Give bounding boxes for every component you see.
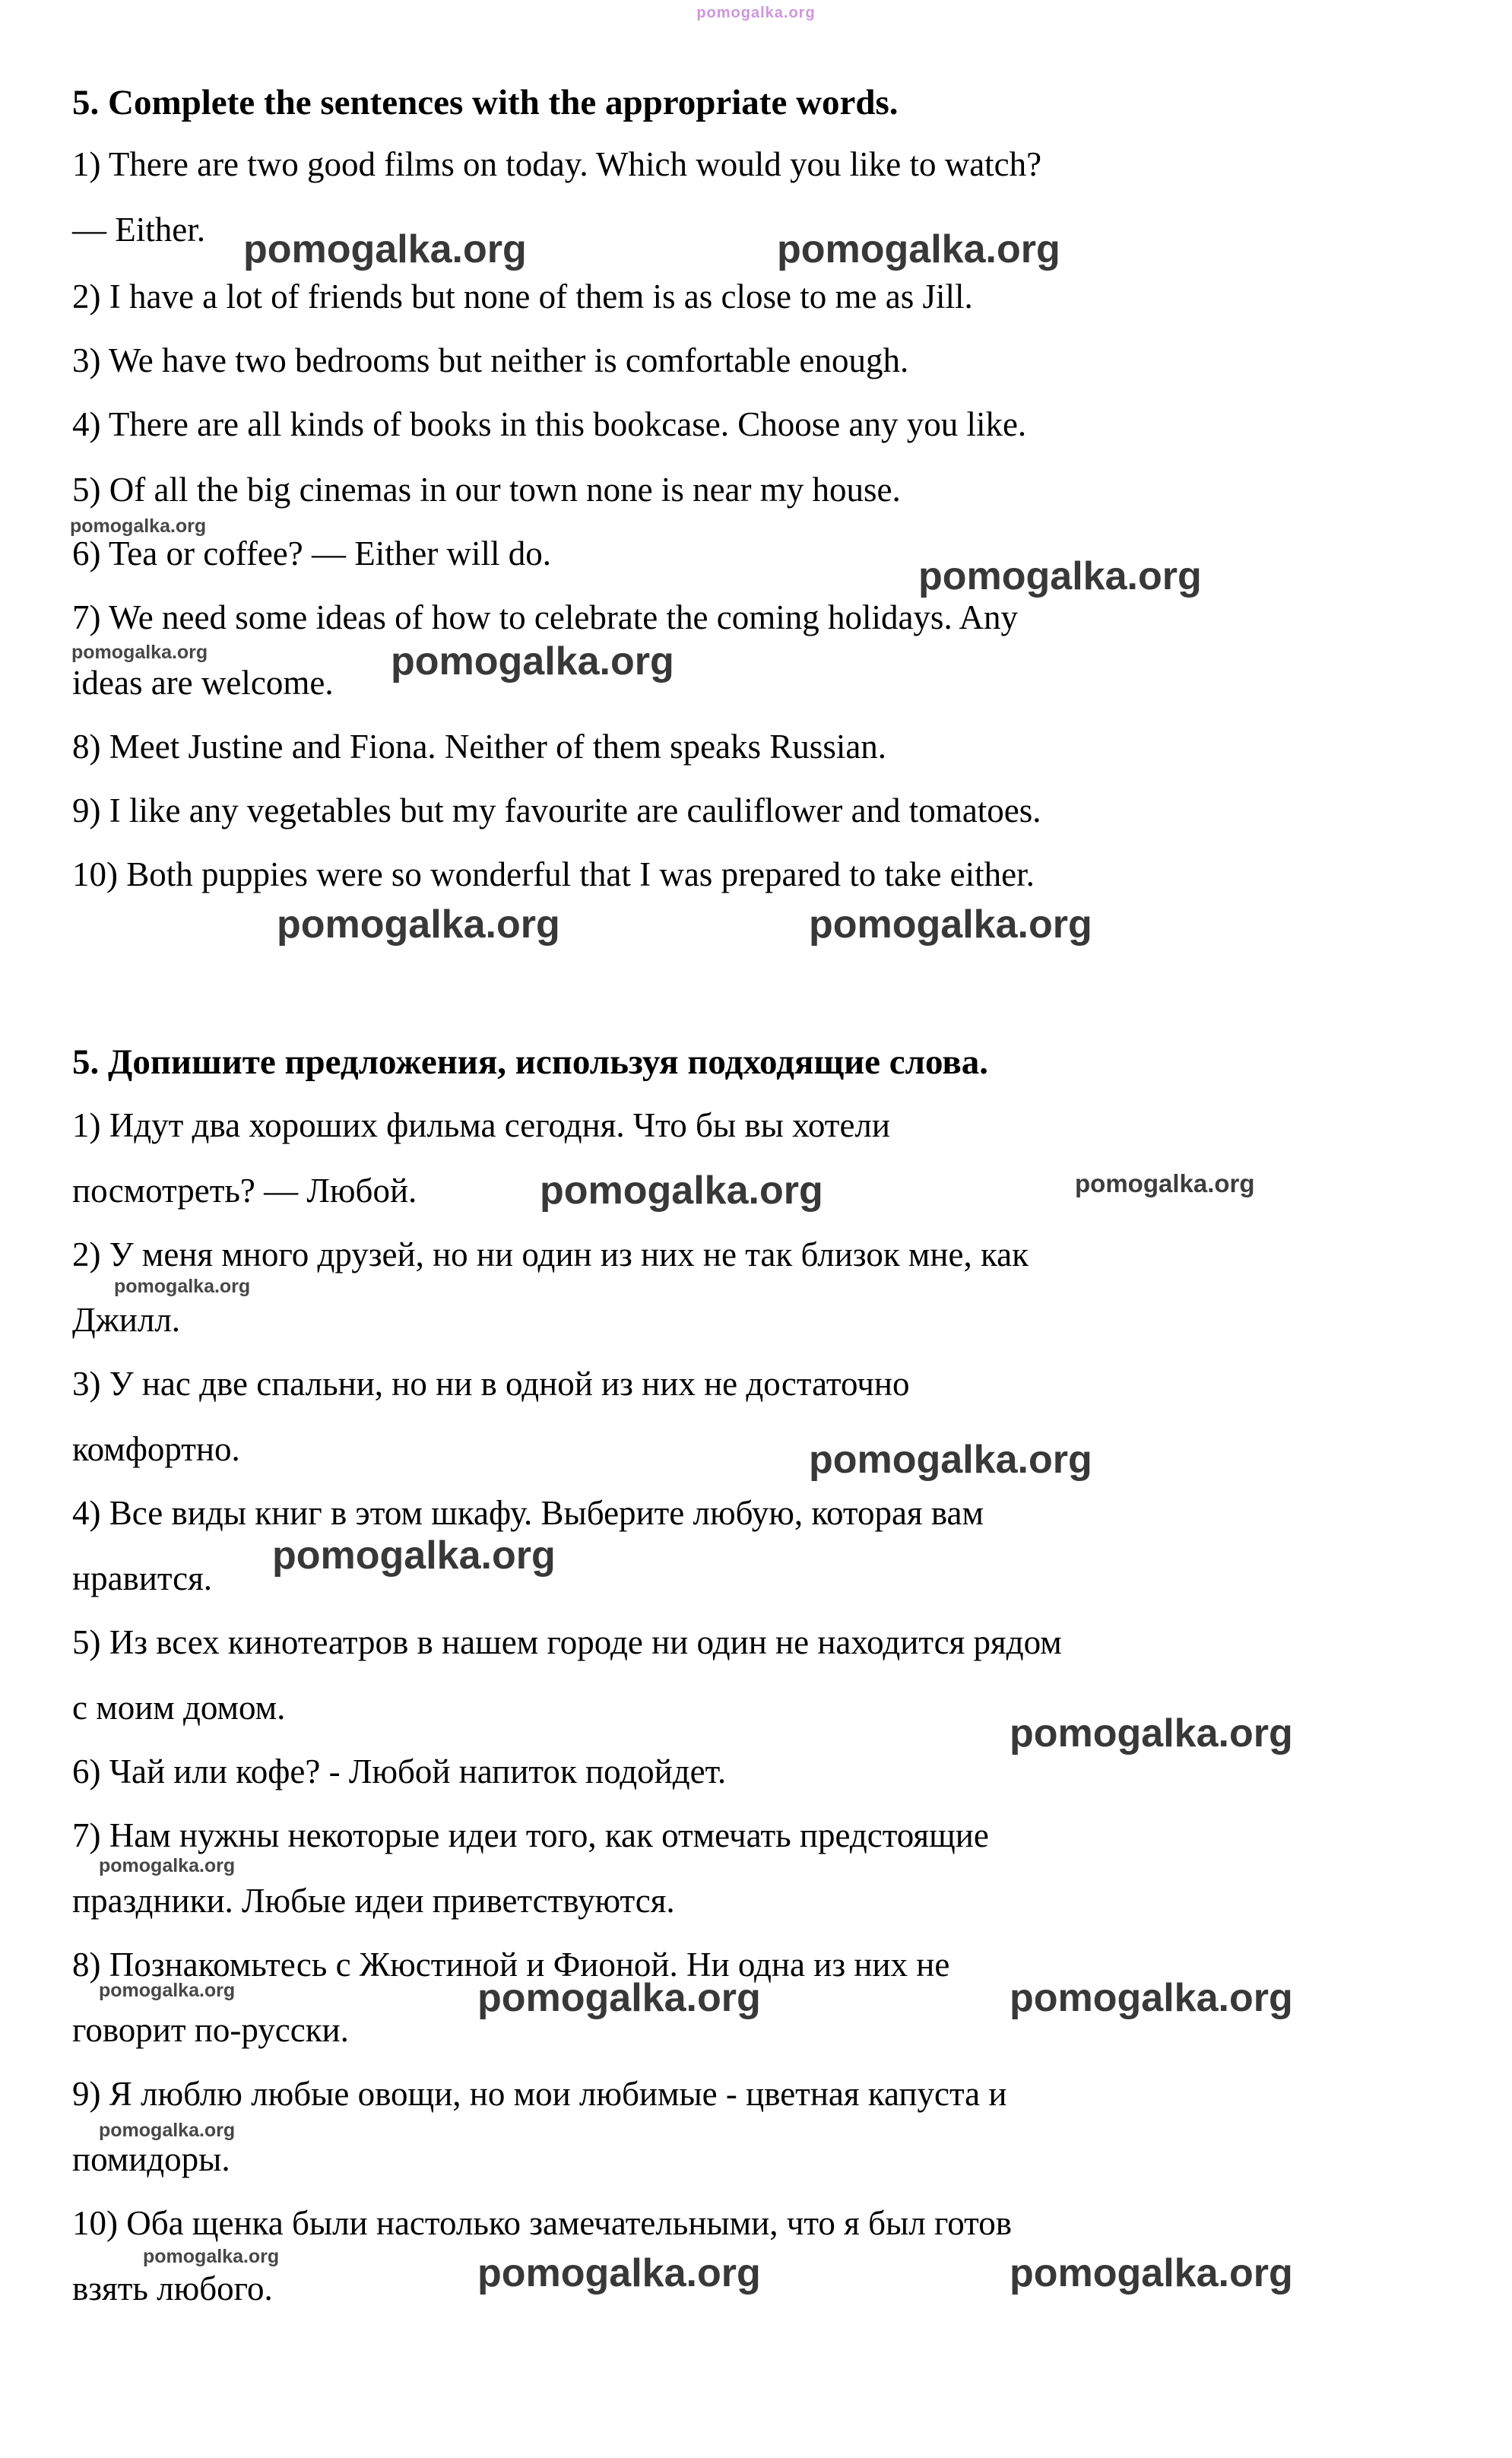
en-line-7b: ideas are welcome. [72,664,334,702]
en-line-6: 6) Tea or coffee? — Either will do. [72,534,551,572]
ru-line-4a: 4) Все виды книг в этом шкафу. Выберите любую, которая вам [72,1494,984,1532]
ru-line-10a: 10) Оба щенка были настолько замечательными, что я был готов [72,2204,1013,2242]
ru-line-5b: с моим домом. [72,1689,286,1727]
watermark: pomogalka.org [809,902,1092,947]
watermark: pomogalka.org [1010,1976,1293,2020]
en-line-4: 4) There are all kinds of books in this bookcase. Choose any you like. [72,405,1027,443]
ru-line-4b: нравится. [72,1559,213,1597]
ru-line-1a: 1) Идут два хороших фильма сегодня. Что бы вы хотели [72,1106,890,1144]
en-line-10: 10) Both puppies were so wonderful that I was prepared to take either. [72,855,1035,893]
watermark: pomogalka.org [777,227,1060,271]
ru-line-6: 6) Чай или кофе? - Любой напиток подойдет. [72,1752,727,1790]
ru-line-7a: 7) Нам нужны некоторые идеи того, как отмечать предстоящие [72,1816,989,1854]
section-heading-russian: 5. Допишите предложения, используя подходящие слова. [72,1042,988,1082]
ru-line-1b: посмотреть? — Любой. [72,1172,417,1210]
en-line-3: 3) We have two bedrooms but neither is comfortable enough. [72,341,909,379]
ru-line-5a: 5) Из всех кинотеатров в нашем городе ни один не находится рядом [72,1623,1062,1661]
en-line-7a: 7) We need some ideas of how to celebrate the coming holidays. Any [72,598,1018,636]
en-line-5: 5) Of all the big cinemas in our town none is near my house. [72,471,901,509]
en-line-9: 9) I like any vegetables but my favourite are cauliflower and tomatoes. [72,791,1041,829]
ru-line-2a: 2) У меня много друзей, но ни один из них не так близок мне, как [72,1235,1029,1273]
ru-line-9a: 9) Я люблю любые овощи, но мои любимые - цветная капуста и [72,2075,1007,2113]
en-line-8: 8) Meet Justine and Fiona. Neither of them speaks Russian. [72,728,887,766]
watermark: pomogalka.org [477,1976,761,2020]
watermark: pomogalka.org [540,1169,823,1213]
watermark: pomogalka.org [71,642,208,663]
watermark: pomogalka.org [99,2120,236,2141]
watermark: pomogalka.org [277,902,560,947]
watermark: pomogalka.org [809,1438,1092,1482]
ru-line-10b: взять любого. [72,2269,273,2307]
watermark: pomogalka.org [243,227,527,271]
watermark: pomogalka.org [114,1276,251,1297]
en-line-2: 2) I have a lot of friends but none of them is as close to me as Jill. [72,278,973,316]
watermark: pomogalka.org [477,2251,761,2295]
en-line-1a: 1) There are two good films on today. Which would you like to watch? [72,145,1042,183]
watermark: pomogalka.org [1075,1169,1255,1197]
watermark: pomogalka.org [99,1980,236,2001]
ru-line-2b: Джилл. [72,1301,181,1339]
section-heading-english: 5. Complete the sentences with the appropriate words. [72,83,899,122]
watermark: pomogalka.org [143,2246,280,2267]
ru-line-7b: праздники. Любые идеи приветствуются. [72,1882,675,1920]
ru-line-9b: помидоры. [72,2140,230,2178]
en-line-1b: — Either. [72,211,205,249]
watermark: pomogalka.org [1010,2251,1293,2295]
watermark: pomogalka.org [70,515,207,537]
watermark: pomogalka.org [1010,1711,1293,1755]
watermark-top: pomogalka.org [696,5,816,21]
watermark: pomogalka.org [99,1855,236,1876]
ru-line-3b: комфортно. [72,1430,240,1468]
watermark: pomogalka.org [918,554,1202,598]
ru-line-8b: говорит по-русски. [72,2011,349,2049]
watermark: pomogalka.org [272,1533,556,1578]
watermark: pomogalka.org [391,639,674,683]
ru-line-3a: 3) У нас две спальни, но ни в одной из них не достаточно [72,1365,910,1403]
ru-line-8a: 8) Познакомьтесь с Жюстиной и Фионой. Ни одна из них не [72,1946,950,1984]
